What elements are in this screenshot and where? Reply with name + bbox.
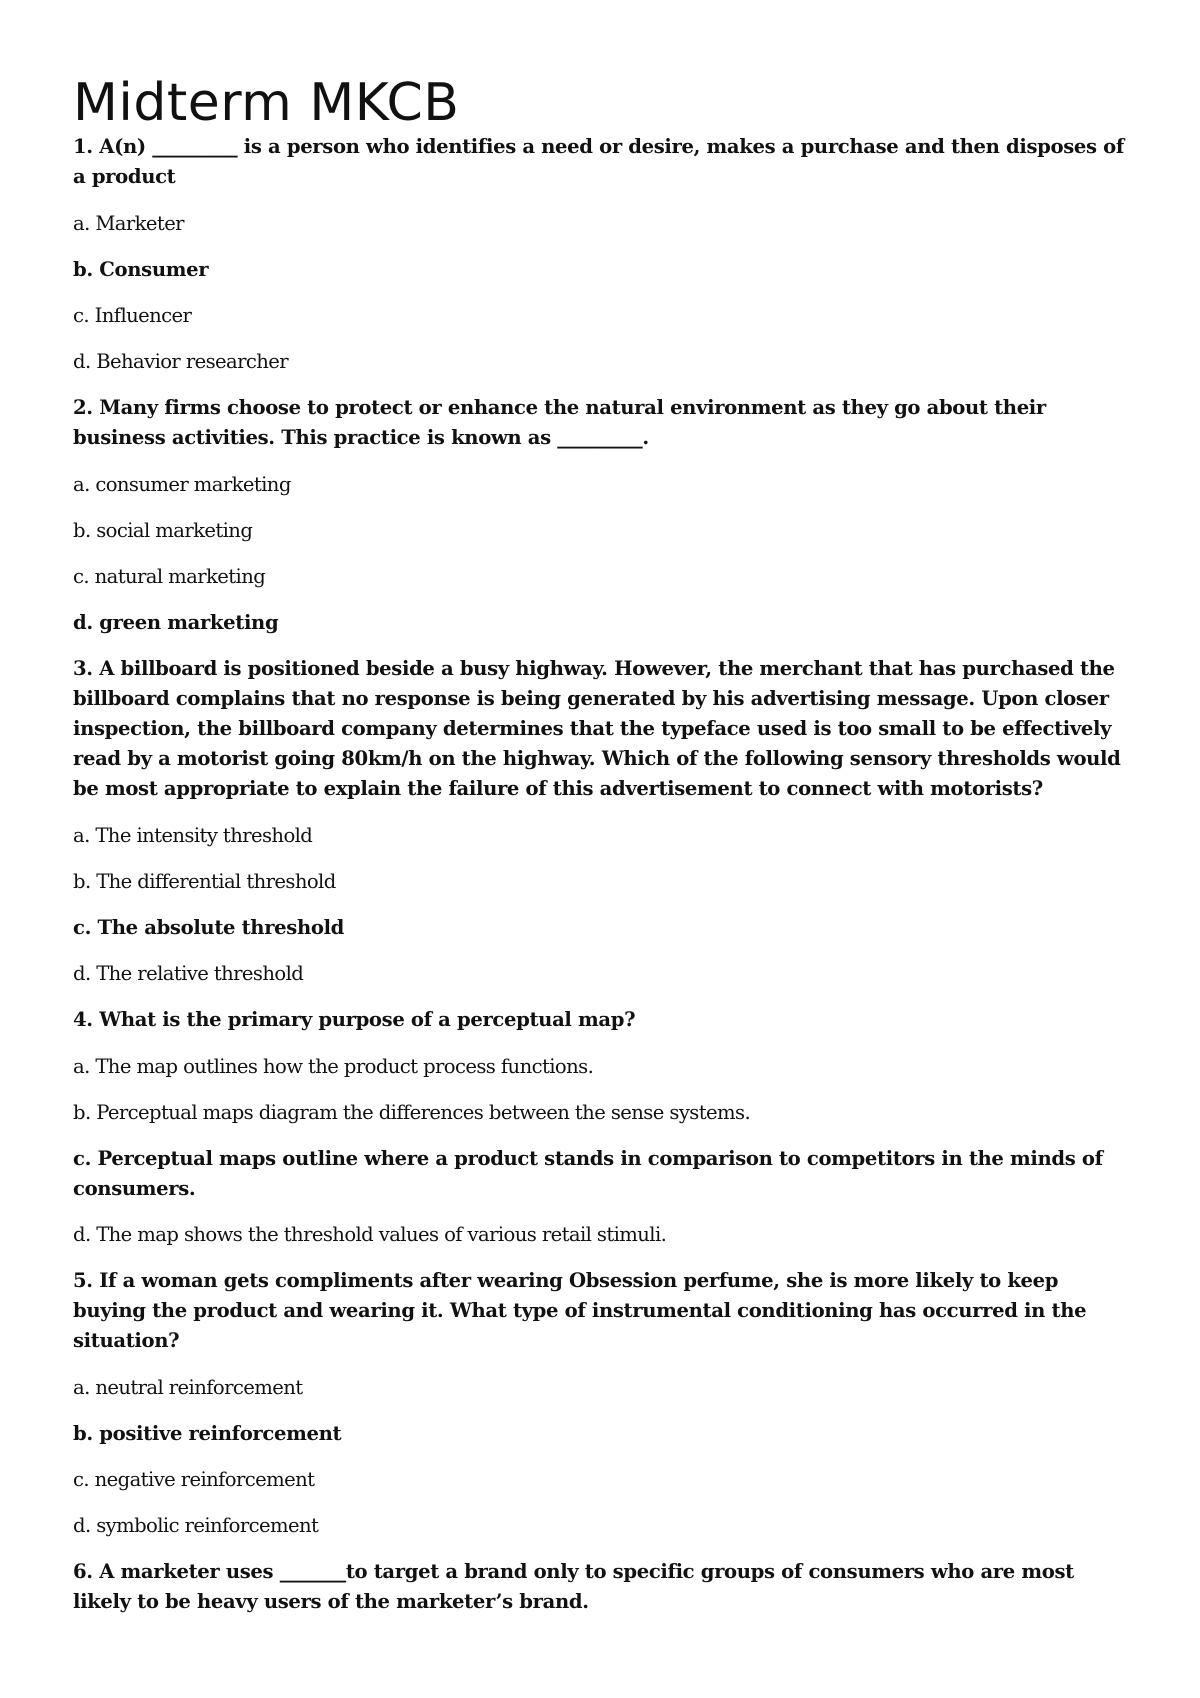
answer-option-correct: b. Consumer <box>73 258 209 281</box>
answer-option-correct: b. positive reinforcement <box>73 1422 342 1445</box>
answer-option: d. symbolic reinforcement <box>73 1514 319 1537</box>
question-2 <box>73 393 1133 638</box>
answer-option: d. Behavior researcher <box>73 350 289 373</box>
question-5 <box>73 1266 1133 1541</box>
question-text: 4. What is the primary purpose of a perceptual map? <box>73 1008 636 1031</box>
answer-option: a. neutral reinforcement <box>73 1376 303 1399</box>
question-text: 5. If a woman gets compliments after wearing Obsession perfume, she is more likely to keep buying the product and wearing it. What type of instrumental conditioning has occurred in the situation? <box>73 1269 1087 1352</box>
question-text: 2. Many firms choose to protect or enhance the natural environment as they go about their business activities. This practice is known as _________. <box>73 396 1046 449</box>
answer-option: a. The intensity threshold <box>73 824 313 847</box>
answer-option-correct: c. Perceptual maps outline where a product stands in comparison to competitors in the minds of consumers. <box>73 1147 1103 1200</box>
question-3 <box>73 654 1133 989</box>
answer-option: a. consumer marketing <box>73 473 291 496</box>
answer-option: d. The map shows the threshold values of various retail stimuli. <box>73 1223 667 1246</box>
question-text: 3. A billboard is positioned beside a busy highway. However, the merchant that has purchased the billboard complains that no response is being generated by his advertising message. Upon closer inspection, the billboard company determines that the typeface used is too small to be effectively read by a motorist going 80km/h on the highway. Which of the following sensory thresholds would be most appropriate to explain the failure of this advertisement to connect with motorists? <box>73 657 1121 800</box>
answer-option: b. Perceptual maps diagram the differences between the sense systems. <box>73 1101 751 1124</box>
answer-option-correct: c. The absolute threshold <box>73 916 345 939</box>
answer-option: d. The relative threshold <box>73 962 304 985</box>
question-text: 6. A marketer uses _______to target a brand only to specific groups of consumers who are most likely to be heavy users of the marketer’s brand. <box>73 1560 1074 1613</box>
answer-option: a. The map outlines how the product process functions. <box>73 1055 594 1078</box>
answer-option: a. Marketer <box>73 212 184 235</box>
question-6 <box>73 1557 1133 1617</box>
answer-option-correct: d. green marketing <box>73 611 279 634</box>
answer-option: c. Influencer <box>73 304 192 327</box>
answer-option: b. The differential threshold <box>73 870 336 893</box>
answer-option: b. social marketing <box>73 519 253 542</box>
document-page <box>73 70 1133 1634</box>
answer-option: c. natural marketing <box>73 565 266 588</box>
question-1 <box>73 132 1133 377</box>
question-text: 1. A(n) _________ is a person who identifies a need or desire, makes a purchase and then disposes of a product <box>73 135 1124 188</box>
document-title: Midterm MKCB <box>73 73 460 133</box>
answer-option: c. negative reinforcement <box>73 1468 315 1491</box>
question-4 <box>73 1005 1133 1250</box>
